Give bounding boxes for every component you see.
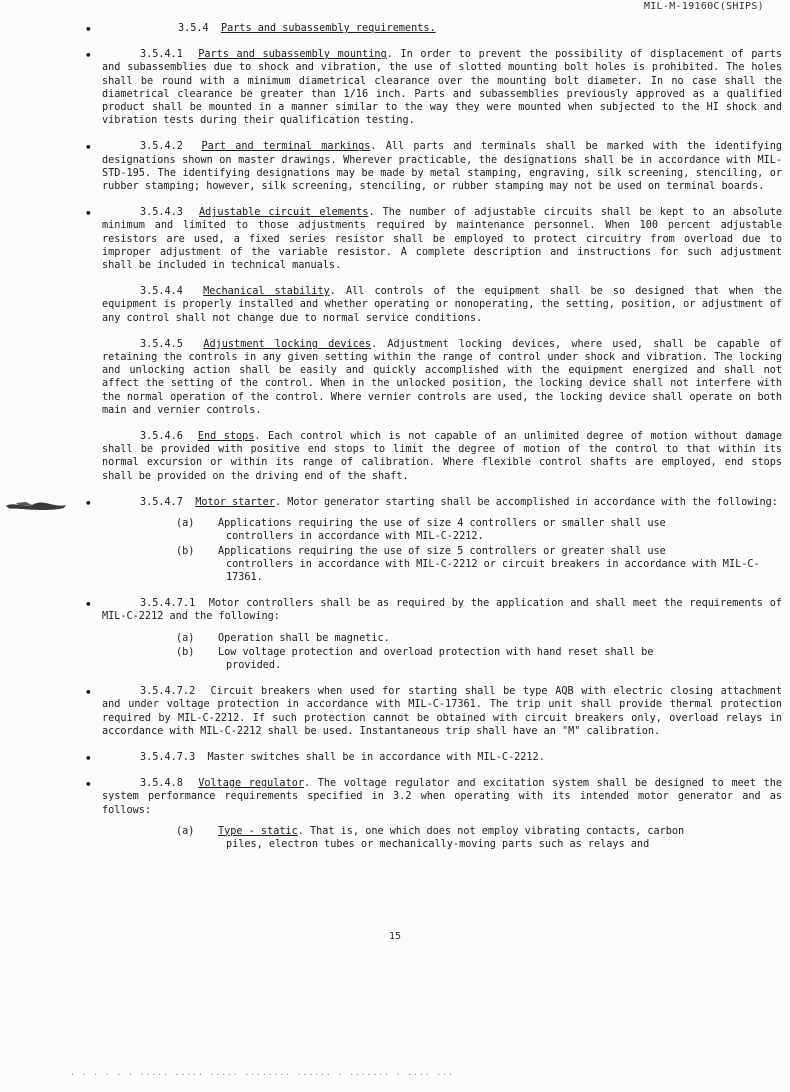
list-item-continuation: piles, electron tubes or mechanically-moving parts such as relays and <box>226 838 650 850</box>
revision-mark: • <box>85 598 92 612</box>
list-item <box>102 632 782 645</box>
revision-mark: • <box>85 23 92 36</box>
section-number: 3.5.4.7 <box>140 496 183 508</box>
section-text: . All controls of the equipment shall be so designed that when the equipment is properly installed and whether operating or nonoperating, the setting, position, or adjustment of any control shall not change due to normal service conditions. <box>102 286 782 324</box>
section-3-5-4-8 <box>85 777 782 817</box>
list-item-title: Type - static <box>218 825 298 837</box>
page-number: 15 <box>388 931 402 942</box>
revision-mark: • <box>85 751 92 765</box>
section-3-5-4-5 <box>102 338 782 417</box>
section-number: 3.5.4.8 <box>140 778 183 790</box>
list-item <box>102 545 782 585</box>
section-3-5-4-3 <box>85 206 782 272</box>
section-3-5-4-6 <box>102 430 782 483</box>
motor-controller-list <box>102 632 782 673</box>
list-item-continuation: controllers in accordance with MIL-C-2212 or circuit breakers in accordance with MIL-C-17361. <box>226 558 760 583</box>
section-3-5-4-1 <box>85 48 782 127</box>
section-number: 3.5.4.1 <box>140 49 183 61</box>
section-text: . The number of adjustable circuits shall be kept to an absolute minimum and limited to those adjustments required by maintenance personnel. When 100 percent adjustable resistors are used, a fixed series resistor shall be employed to protect circuitry from overload due to improper adjustment of the variable resistor. A complete description and instructions for such adjustment shall be included in technical manuals. <box>102 207 782 272</box>
list-item <box>102 646 782 672</box>
section-title: Voltage regulator <box>198 778 304 790</box>
list-item-continuation: provided. <box>226 659 282 671</box>
section-3-5-4-2 <box>85 140 782 193</box>
section-number: 3.5.4.5 <box>140 338 183 350</box>
section-text: . All parts and terminals shall be marked with the identifying designations shown on master drawings. Wherever practicable, the designations shall be in accordance with MIL-STD-195. The identifying designations may be made by metal stamping, engraving, silk screening, stenciling, or rubber stamping; however, silk screening, stenciling, or rubber stamping may not be used on terminal boards. <box>102 141 782 193</box>
list-item-label: (b) <box>176 646 195 658</box>
section-3-5-4-7-1 <box>85 597 782 623</box>
voltage-regulator-list <box>102 825 782 851</box>
section-number: 3.5.4 <box>178 23 209 34</box>
section-number: 3.5.4.7.1 <box>140 598 196 610</box>
section-number: 3.5.4.6 <box>140 431 183 443</box>
section-title: Adjustable circuit elements <box>199 207 369 219</box>
section-title: Adjustment locking devices <box>203 338 372 350</box>
section-number: 3.5.4.3 <box>140 207 183 219</box>
list-item-text: Applications requiring the use of size 4 controllers or smaller shall use <box>218 518 666 530</box>
list-item <box>102 825 782 851</box>
list-item-label: (a) <box>176 518 195 530</box>
section-3-5-4 <box>85 22 782 36</box>
margin-smudge <box>4 498 68 512</box>
list-item-text: . That is, one which does not employ vibrating contacts, carbon <box>297 825 685 837</box>
section-3-5-4-4 <box>102 285 782 325</box>
revision-mark: • <box>85 496 92 510</box>
list-item-continuation: controllers in accordance with MIL-C-2212. <box>226 531 484 543</box>
section-text: Circuit breakers when used for starting shall be type AQB with electric closing attachment and under voltage protection in accordance with MIL-C-17361. The trip unit shall provide thermal protection required by MIL-C-2212. If such protection cannot be obtained with circuit breakers only, overload relays in accordance with MIL-C-2212 shall be used. Instantaneous trip shall have an "M" calibration. <box>102 686 782 737</box>
section-text: . In order to prevent the possibility of displacement of parts and subassemblies due to shock and vibration, the use of slotted mounting bolt holes is prohibited. The holes shall be round with a minimum diametrical clearance over the mounting bolt diameter. In no case shall the diametrical clearance be greater than 1/16 inch. Parts and subassemblies previously approved as a qualified product shall be mounted in a manner similar to the way they were mounted when subjected to the HI shock and vibration tests during their qualification testing. <box>102 49 782 127</box>
section-title: Parts and subassembly requirements. <box>220 23 436 34</box>
section-text: . Adjustment locking devices, where used, shall be capable of retaining the controls in any given setting within the range of control under shock and vibration. The locking and unlocking action shall be easily and quickly accomplished with the equipment energized and shall not affect the setting of the control. When in the unlocked position, the locking device shall not interfere with the normal operation of the control. Where vernier controls are used, the locking device shall operate on both main and vernier controls. <box>102 338 782 416</box>
document-id-header: MIL-M-19160C(SHIPS) <box>643 1 764 12</box>
section-number: 3.5.4.7.3 <box>140 751 196 763</box>
section-text: . Each control which is not capable of an unlimited degree of motion without damage shall be provided with positive end stops to limit the degree of motion of the control to that within its normal excursion or within its range of calibration. Where flexible control shafts are employed, end stops shall be provided on the driving end of the shaft. <box>102 431 782 482</box>
section-text: Motor controllers shall be as required by the application and shall meet the requirements of MIL-C-2212 and the following: <box>102 598 782 623</box>
list-item-text: Low voltage protection and overload protection with hand reset shall be <box>218 646 654 658</box>
revision-mark: • <box>85 686 92 700</box>
section-text: . Motor generator starting shall be accomplished in accordance with the following: <box>274 496 778 508</box>
motor-starter-list <box>102 517 782 584</box>
section-3-5-4-7-2 <box>85 685 782 738</box>
section-number: 3.5.4.2 <box>140 141 183 153</box>
section-number: 3.5.4.4 <box>140 286 183 298</box>
section-title: Part and terminal markings <box>201 141 371 153</box>
section-3-5-4-7 <box>85 496 782 510</box>
section-title: Mechanical stability <box>203 286 330 298</box>
list-item-label: (a) <box>176 825 195 837</box>
section-text: . The voltage regulator and excitation system shall be designed to meet the system performance requirements specified in 3.2 when operating with its intended motor generator and as follows: <box>102 778 782 816</box>
revision-mark: • <box>85 141 92 155</box>
section-3-5-4-7-3 <box>85 751 782 765</box>
revision-mark: • <box>85 778 92 792</box>
list-item-label: (a) <box>176 632 195 644</box>
list-item <box>102 517 782 543</box>
section-text: Master switches shall be in accordance with MIL-C-2212. <box>207 751 545 763</box>
list-item-label: (b) <box>176 545 195 557</box>
list-item-text: Operation shall be magnetic. <box>218 632 390 644</box>
revision-mark: • <box>85 207 92 221</box>
document-body <box>85 22 782 864</box>
section-number: 3.5.4.7.2 <box>140 686 196 698</box>
list-item-text: Applications requiring the use of size 5 controllers or greater shall use <box>218 545 666 557</box>
section-title: Parts and subassembly mounting <box>198 49 387 61</box>
revision-mark: • <box>85 49 92 63</box>
section-title: Motor starter <box>195 496 275 508</box>
footer-scan-artifact: · · · · · · ····· ····· ····· ········ ······ · ······· · ···· ··· <box>70 1070 454 1079</box>
section-title: End stops <box>197 431 255 443</box>
